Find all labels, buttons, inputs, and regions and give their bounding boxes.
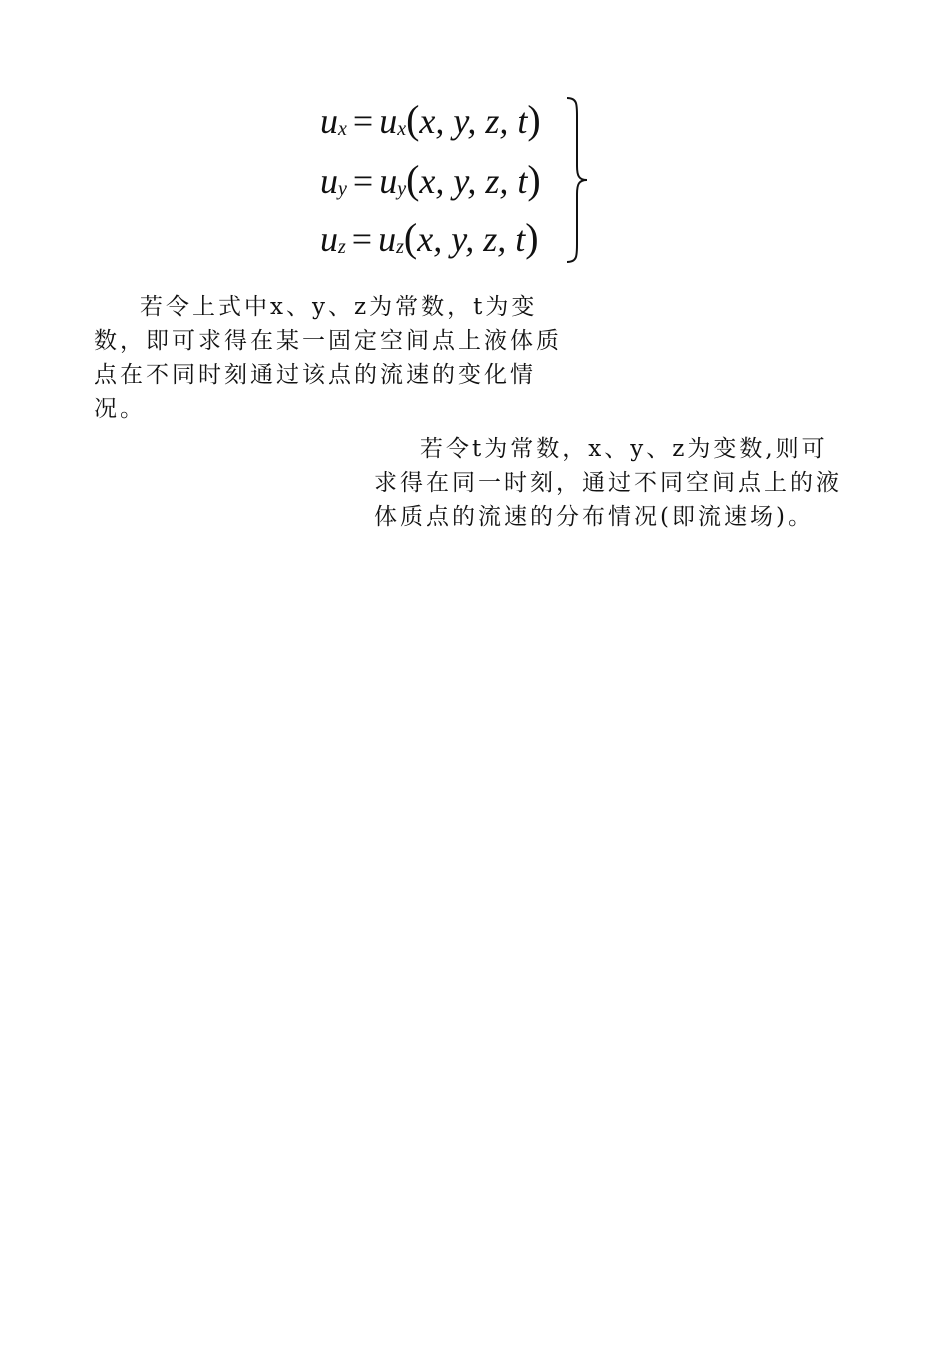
- open-paren: (: [406, 157, 420, 202]
- equation-uy: [320, 152, 541, 208]
- equation-lhs: u: [320, 101, 338, 141]
- open-paren: (: [406, 97, 420, 142]
- equals-sign: =: [352, 101, 374, 141]
- equation-rhs-subscript: z: [396, 236, 404, 258]
- open-paren: (: [403, 215, 418, 260]
- close-paren: ): [527, 97, 541, 142]
- equation-args: x, y, z, t: [419, 101, 528, 141]
- close-paren: ): [527, 157, 541, 202]
- equation-rhs: u: [378, 219, 397, 259]
- equation-args: x, y, z, t: [417, 219, 526, 259]
- equation-rhs: u: [379, 161, 398, 201]
- equals-sign: =: [352, 161, 374, 201]
- equation-ux: [320, 92, 541, 148]
- paragraph-time-variable: 若令上式中x、y、z为常数，t为变数，即可求得在某一固定空间点上液体质点在不同时刻通过该点的流速的变化情况。: [94, 294, 562, 422]
- equation-lhs-subscript: z: [338, 236, 346, 258]
- equation-args: x, y, z, t: [419, 161, 528, 201]
- equation-uz: [320, 210, 539, 266]
- equation-lhs: u: [320, 219, 338, 259]
- equation-lhs: u: [320, 161, 338, 201]
- close-paren: ): [525, 215, 539, 260]
- equals-sign: =: [351, 219, 373, 259]
- equation-lhs-subscript: y: [338, 178, 347, 200]
- equation-rhs-subscript: x: [397, 118, 407, 140]
- equation-rhs-subscript: y: [397, 178, 407, 200]
- paragraph-space-variable: 若令t为常数，x、y、z为变数,则可求得在同一时刻，通过不同空间点上的液体质点的流速的分布情况(即流速场)。: [374, 436, 842, 530]
- equation-lhs-subscript: x: [338, 118, 347, 140]
- equation-system: [320, 92, 595, 270]
- right-brace: [565, 96, 589, 264]
- equation-rhs: u: [379, 101, 398, 141]
